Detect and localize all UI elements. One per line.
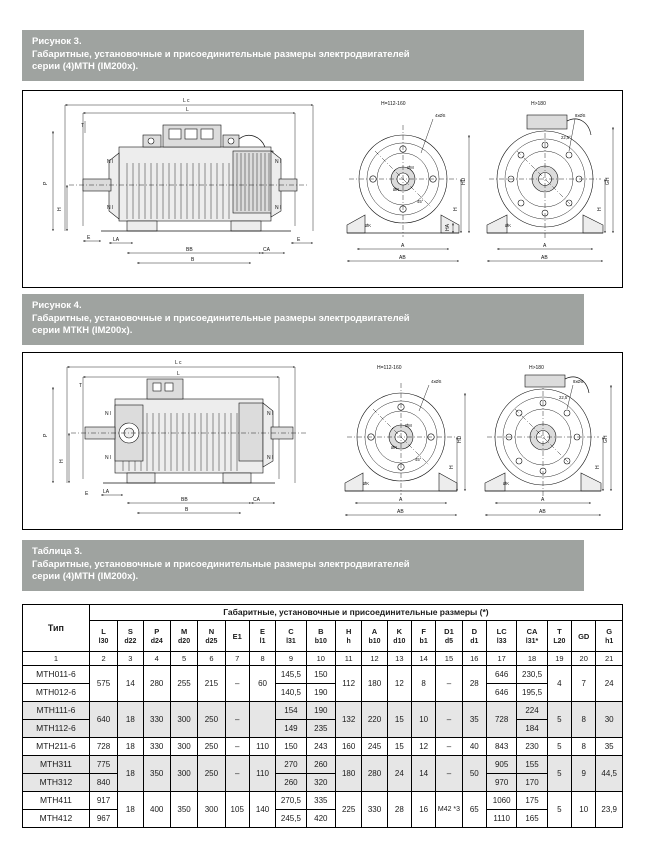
cell-C: 154 <box>276 702 306 720</box>
col-D1: D1 d5 <box>436 621 462 652</box>
cell-P: 400 <box>143 792 170 828</box>
col-H: H h <box>336 621 362 652</box>
cell-LC: 1060 <box>486 792 516 810</box>
cell-H: 132 <box>336 702 362 738</box>
figure3-drawing <box>22 90 623 288</box>
col-M: M d20 <box>170 621 197 652</box>
col-D: D d1 <box>462 621 486 652</box>
svg-text:AB: AB <box>397 509 404 515</box>
cell-N: 250 <box>198 702 225 738</box>
cell-E <box>249 702 275 738</box>
cell-S: 18 <box>118 702 143 738</box>
svg-text:P: P <box>43 433 49 437</box>
cell-L: 728 <box>89 738 117 756</box>
svg-text:HD: HD <box>457 435 463 443</box>
svg-text:A: A <box>543 243 547 249</box>
svg-text:N l: N l <box>105 455 112 461</box>
cell-LC: 843 <box>486 738 516 756</box>
col-S: S d22 <box>118 621 143 652</box>
cell-D1: – <box>436 738 462 756</box>
cell-B: 190 <box>306 684 335 702</box>
cell-E1: – <box>225 666 249 702</box>
figure4-caption-line2: Габаритные, установочные и присоединительные размеры электродвигателей <box>32 312 410 324</box>
cell-A: 330 <box>362 792 387 828</box>
index-cell: 9 <box>276 652 306 666</box>
cell-C: 140,5 <box>276 684 306 702</box>
cell-H: 160 <box>336 738 362 756</box>
col-E1: E1 <box>225 621 249 652</box>
cell-CA: 195,5 <box>517 684 547 702</box>
cell-C: 149 <box>276 720 306 738</box>
cell-S: 14 <box>118 666 143 702</box>
cell-L: 967 <box>89 810 117 828</box>
cell-E1: – <box>225 738 249 756</box>
cell-D: 40 <box>462 738 486 756</box>
cell-T: 5 <box>547 738 571 756</box>
svg-text:H: H <box>449 465 455 469</box>
row-type: МТН311 <box>23 756 90 774</box>
table3-caption-line2: Габаритные, установочные и присоединительные размеры электродвигателей <box>32 558 410 570</box>
table-index-row <box>23 652 623 666</box>
index-cell: 13 <box>387 652 411 666</box>
cell-B: 190 <box>306 702 335 720</box>
svg-text:GH: GH <box>603 435 609 443</box>
col-G: G h1 <box>596 621 623 652</box>
col-N: N d25 <box>198 621 225 652</box>
index-cell: 16 <box>462 652 486 666</box>
table-header-group-row <box>23 605 623 621</box>
svg-text:L c: L c <box>183 98 190 104</box>
cell-F: 14 <box>411 756 435 792</box>
cell-B: 320 <box>306 774 335 792</box>
cell-LC: 646 <box>486 684 516 702</box>
col-L: L l30 <box>89 621 117 652</box>
cell-LC: 728 <box>486 702 516 738</box>
cell-D1: – <box>436 702 462 738</box>
svg-text:CA: CA <box>263 247 270 253</box>
cell-E: 110 <box>249 738 275 756</box>
svg-text:A: A <box>541 497 545 503</box>
col-E: E l1 <box>249 621 275 652</box>
cell-G: 44,5 <box>596 756 623 792</box>
svg-text:N l: N l <box>107 205 114 211</box>
cell-L: 775 <box>89 756 117 774</box>
cell-K: 15 <box>387 702 411 738</box>
cell-GD: 7 <box>572 666 596 702</box>
cell-T: 5 <box>547 702 571 738</box>
cell-E1: – <box>225 702 249 738</box>
col-C: C l31 <box>276 621 306 652</box>
table-row <box>23 810 623 828</box>
table-header-columns-row <box>23 621 623 652</box>
table3-caption <box>22 540 584 591</box>
svg-text:AB: AB <box>399 255 406 261</box>
svg-text:ØM: ØM <box>407 165 414 170</box>
svg-text:BB: BB <box>181 497 188 503</box>
svg-text:LA: LA <box>113 237 120 243</box>
cell-N: 215 <box>198 666 225 702</box>
svg-text:L: L <box>177 371 180 377</box>
svg-text:HD: HD <box>461 177 467 185</box>
col-F: F b1 <box>411 621 435 652</box>
cell-K: 15 <box>387 738 411 756</box>
svg-text:22,5°: 22,5° <box>559 395 569 400</box>
cell-F: 12 <box>411 738 435 756</box>
figure4-caption-line1: Рисунок 4. <box>32 300 82 311</box>
index-cell: 12 <box>362 652 387 666</box>
cell-S: 18 <box>118 792 143 828</box>
svg-text:E: E <box>297 237 301 243</box>
cell-S: 18 <box>118 738 143 756</box>
cell-H: 225 <box>336 792 362 828</box>
cell-N: 300 <box>198 792 225 828</box>
cell-K: 28 <box>387 792 411 828</box>
cell-C: 145,5 <box>276 666 306 684</box>
cell-D: 28 <box>462 666 486 702</box>
figure3-caption-line3: серии (4)МТН (IM200х). <box>32 61 139 72</box>
svg-text:H>180: H>180 <box>529 365 544 371</box>
index-cell: 10 <box>306 652 335 666</box>
cell-M: 300 <box>170 702 197 738</box>
cell-C: 150 <box>276 738 306 756</box>
svg-text:45°: 45° <box>417 199 424 204</box>
figure3-caption-line1: Рисунок 3. <box>32 36 82 47</box>
figure3-caption-line2: Габаритные, установочные и присоединительные размеры электродвигателей <box>32 48 410 60</box>
svg-text:8хØS: 8хØS <box>573 379 584 384</box>
table-row <box>23 702 623 720</box>
cell-C: 245,5 <box>276 810 306 828</box>
cell-GD: 8 <box>572 738 596 756</box>
cell-F: 8 <box>411 666 435 702</box>
cell-M: 350 <box>170 792 197 828</box>
cell-B: 150 <box>306 666 335 684</box>
table3-caption-line1: Таблица 3. <box>32 546 83 557</box>
cell-A: 180 <box>362 666 387 702</box>
cell-CA: 175 <box>517 792 547 810</box>
cell-H: 180 <box>336 756 362 792</box>
svg-text:ØM: ØM <box>405 423 412 428</box>
header-group: Габаритные, установочные и присоединительные размеры (*) <box>89 605 622 621</box>
cell-D: 65 <box>462 792 486 828</box>
cell-M: 300 <box>170 738 197 756</box>
cell-D: 35 <box>462 702 486 738</box>
cell-T: 4 <box>547 666 571 702</box>
table-row <box>23 792 623 810</box>
cell-P: 350 <box>143 756 170 792</box>
svg-text:ØK: ØK <box>363 481 370 486</box>
svg-text:LA: LA <box>103 489 110 495</box>
index-cell: 8 <box>249 652 275 666</box>
svg-text:ØK: ØK <box>503 481 510 486</box>
cell-N: 250 <box>198 738 225 756</box>
cell-E1: – <box>225 756 249 792</box>
specification-table-wrapper <box>22 604 623 828</box>
cell-A: 220 <box>362 702 387 738</box>
cell-S: 18 <box>118 756 143 792</box>
figure3-caption <box>22 30 584 81</box>
svg-text:H=112-160: H=112-160 <box>381 101 406 107</box>
svg-text:H: H <box>57 207 63 211</box>
figure4-caption-line3: серии МТКН (IM200х). <box>32 325 133 336</box>
svg-text:GH: GH <box>605 177 611 185</box>
svg-text:4хØS: 4хØS <box>431 379 442 384</box>
cell-P: 280 <box>143 666 170 702</box>
svg-text:E: E <box>87 235 91 241</box>
svg-text:H: H <box>597 207 603 211</box>
index-cell: 5 <box>170 652 197 666</box>
col-LC: LC l33 <box>486 621 516 652</box>
cell-D1: М42 *3 <box>436 792 462 828</box>
cell-L: 840 <box>89 774 117 792</box>
cell-GD: 10 <box>572 792 596 828</box>
svg-text:T: T <box>79 383 83 389</box>
index-cell: 2 <box>89 652 117 666</box>
row-type: МТН011-6 <box>23 666 90 684</box>
cell-CA: 155 <box>517 756 547 774</box>
cell-N: 250 <box>198 756 225 792</box>
svg-text:N l: N l <box>267 455 274 461</box>
cell-D1: – <box>436 756 462 792</box>
svg-text:N l: N l <box>275 159 282 165</box>
index-cell: 21 <box>596 652 623 666</box>
cell-M: 300 <box>170 756 197 792</box>
svg-text:A: A <box>399 497 403 503</box>
table-row <box>23 774 623 792</box>
cell-G: 23,9 <box>596 792 623 828</box>
index-cell: 19 <box>547 652 571 666</box>
svg-text:HA: HA <box>445 224 451 231</box>
svg-text:B: B <box>185 507 189 513</box>
svg-text:H: H <box>453 207 459 211</box>
svg-text:ØK: ØK <box>365 223 372 228</box>
cell-E: 110 <box>249 756 275 792</box>
cell-LC: 1110 <box>486 810 516 828</box>
cell-P: 330 <box>143 738 170 756</box>
svg-text:H: H <box>59 459 65 463</box>
cell-M: 255 <box>170 666 197 702</box>
svg-text:AB: AB <box>541 255 548 261</box>
svg-text:45°: 45° <box>415 457 422 462</box>
cell-B: 335 <box>306 792 335 810</box>
col-CA: CA l31* <box>517 621 547 652</box>
row-type: МТН012-6 <box>23 684 90 702</box>
cell-C: 270,5 <box>276 792 306 810</box>
cell-K: 12 <box>387 666 411 702</box>
cell-K: 24 <box>387 756 411 792</box>
cell-D: 50 <box>462 756 486 792</box>
index-cell: 17 <box>486 652 516 666</box>
cell-GD: 8 <box>572 702 596 738</box>
cell-CA: 170 <box>517 774 547 792</box>
row-type: МТН112-6 <box>23 720 90 738</box>
svg-text:ØK: ØK <box>505 223 512 228</box>
cell-G: 35 <box>596 738 623 756</box>
cell-T: 5 <box>547 756 571 792</box>
figure4-drawing <box>22 352 623 530</box>
cell-CA: 165 <box>517 810 547 828</box>
cell-GD: 9 <box>572 756 596 792</box>
cell-D1: – <box>436 666 462 702</box>
figure4-caption <box>22 294 584 345</box>
cell-L: 575 <box>89 666 117 702</box>
col-GD: GD <box>572 621 596 652</box>
svg-text:T: T <box>81 123 85 129</box>
cell-G: 24 <box>596 666 623 702</box>
svg-text:N l: N l <box>107 159 114 165</box>
table-row <box>23 738 623 756</box>
svg-text:ØN: ØN <box>391 445 398 450</box>
index-cell: 7 <box>225 652 249 666</box>
row-type: МТН312 <box>23 774 90 792</box>
specification-table <box>22 604 623 828</box>
svg-text:ØN: ØN <box>393 187 400 192</box>
svg-text:BB: BB <box>186 247 193 253</box>
svg-text:AB: AB <box>539 509 546 515</box>
cell-E1: 105 <box>225 792 249 828</box>
cell-A: 245 <box>362 738 387 756</box>
index-cell: 11 <box>336 652 362 666</box>
cell-E: 60 <box>249 666 275 702</box>
svg-text:P: P <box>43 181 49 185</box>
table-row <box>23 756 623 774</box>
cell-B: 420 <box>306 810 335 828</box>
cell-CA: 224 <box>517 702 547 720</box>
row-type: МТН211-6 <box>23 738 90 756</box>
svg-text:8хØS: 8хØS <box>575 113 586 118</box>
svg-text:E: E <box>85 491 89 497</box>
svg-text:A: A <box>401 243 405 249</box>
svg-text:22,5°: 22,5° <box>561 135 571 140</box>
cell-G: 30 <box>596 702 623 738</box>
row-type: МТН111-6 <box>23 702 90 720</box>
svg-text:L c: L c <box>175 360 182 366</box>
cell-LC: 905 <box>486 756 516 774</box>
index-cell: 6 <box>198 652 225 666</box>
cell-CA: 184 <box>517 720 547 738</box>
cell-B: 235 <box>306 720 335 738</box>
index-cell: 15 <box>436 652 462 666</box>
col-T: T L20 <box>547 621 571 652</box>
svg-text:L: L <box>186 107 189 113</box>
svg-text:B: B <box>191 257 195 263</box>
col-A: A b10 <box>362 621 387 652</box>
cell-A: 280 <box>362 756 387 792</box>
header-type: Тип <box>23 605 90 652</box>
index-cell: 4 <box>143 652 170 666</box>
cell-C: 270 <box>276 756 306 774</box>
col-B: B b10 <box>306 621 335 652</box>
svg-text:H: H <box>595 465 601 469</box>
cell-LC: 646 <box>486 666 516 684</box>
svg-text:H=112-160: H=112-160 <box>377 365 402 371</box>
svg-text:N l: N l <box>275 205 282 211</box>
svg-text:4хØS: 4хØS <box>435 113 446 118</box>
cell-E: 140 <box>249 792 275 828</box>
index-cell: 1 <box>23 652 90 666</box>
index-cell: 20 <box>572 652 596 666</box>
cell-LC: 970 <box>486 774 516 792</box>
cell-B: 260 <box>306 756 335 774</box>
cell-F: 16 <box>411 792 435 828</box>
cell-B: 243 <box>306 738 335 756</box>
col-K: K d10 <box>387 621 411 652</box>
table-row <box>23 666 623 684</box>
cell-C: 260 <box>276 774 306 792</box>
index-cell: 3 <box>118 652 143 666</box>
svg-text:N l: N l <box>105 411 112 417</box>
cell-H: 112 <box>336 666 362 702</box>
col-P: P d24 <box>143 621 170 652</box>
svg-text:H>180: H>180 <box>531 101 546 107</box>
row-type: МТН411 <box>23 792 90 810</box>
index-cell: 18 <box>517 652 547 666</box>
cell-L: 917 <box>89 792 117 810</box>
cell-CA: 230,5 <box>517 666 547 684</box>
svg-text:CA: CA <box>253 497 260 503</box>
index-cell: 14 <box>411 652 435 666</box>
cell-T: 5 <box>547 792 571 828</box>
cell-F: 10 <box>411 702 435 738</box>
row-type: МТН412 <box>23 810 90 828</box>
table3-caption-line3: серии (4)МТН (IM200х). <box>32 571 139 582</box>
cell-CA: 230 <box>517 738 547 756</box>
svg-text:N l: N l <box>267 411 274 417</box>
cell-P: 330 <box>143 702 170 738</box>
cell-L: 640 <box>89 702 117 738</box>
